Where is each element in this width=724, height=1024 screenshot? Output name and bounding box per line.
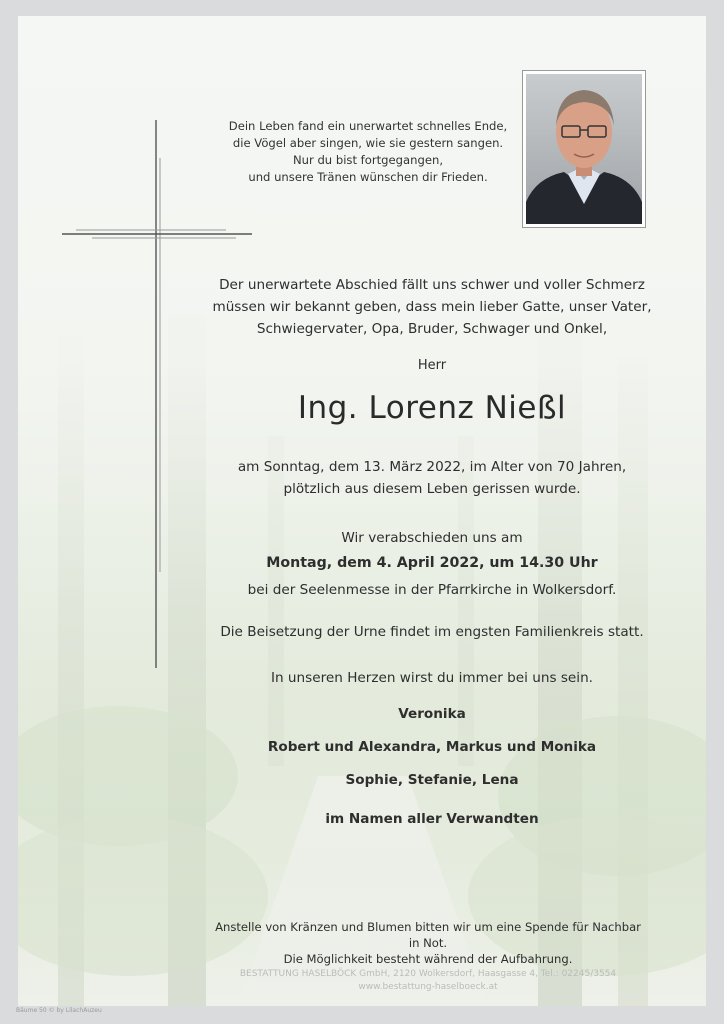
undertaker-website: www.bestattung-haselboeck.at (358, 982, 498, 992)
undertaker-address: BESTATTUNG HASELBÖCK GmbH, 2120 Wolkersdorf, Haasgasse 4, Tel.: 02245/3554 (239, 969, 617, 979)
mourner-name: Robert und Alexandra, Markus und Monika (267, 739, 597, 755)
poem (198, 118, 538, 186)
poem-line: und unsere Tränen wünschen dir Frieden. (248, 170, 488, 184)
salutation: Herr (417, 358, 447, 373)
death-notice (178, 456, 686, 500)
intro-line: müssen wir bekannt geben, dass mein lieber Gatte, unser Vater, (212, 299, 652, 315)
portrait-photo (522, 70, 646, 228)
burial-note: Die Beisetzung der Urne findet im engsten Familienkreis statt. (220, 624, 644, 640)
poem-line: Dein Leben fand ein unerwartet schnelles Ende, (228, 119, 508, 133)
farewell-intro: Wir verabschieden uns am (341, 530, 523, 546)
donation-note (208, 919, 648, 967)
memorial-line: In unseren Herzen wirst du immer bei uns sein. (270, 670, 594, 686)
image-credit: Bäume 50 © by LilachAuzeu (16, 1007, 102, 1014)
mourner-name: Sophie, Stefanie, Lena (345, 772, 519, 788)
poem-line: die Vögel aber singen, wie sie gestern sangen. (232, 136, 504, 150)
mourner-name: Veronika (398, 706, 466, 722)
obituary-sheet (18, 16, 706, 1006)
deceased-name: Ing. Lorenz Nießl (297, 390, 567, 426)
funeral-place: bei der Seelenmesse in der Pfarrkirche in Wolkersdorf. (247, 582, 617, 598)
death-line: am Sonntag, dem 13. März 2022, im Alter von 70 Jahren, (237, 459, 627, 475)
donation-line: Anstelle von Kränzen und Blumen bitten wir um eine Spende für Nachbar in Not. (215, 920, 641, 950)
intro-line: Der unerwartete Abschied fällt uns schwer und voller Schmerz (219, 277, 645, 293)
announcement-intro (178, 274, 686, 340)
portrait-image (526, 74, 642, 224)
death-line: plötzlich aus diesem Leben gerissen wurde. (283, 481, 581, 497)
donation-line: Die Möglichkeit besteht während der Aufbahrung. (283, 952, 573, 966)
intro-line: Schwiegervater, Opa, Bruder, Schwager und Onkel, (256, 321, 608, 337)
mourner-relatives: im Namen aller Verwandten (325, 811, 539, 827)
poem-line: Nur du bist fortgegangen, (292, 153, 444, 167)
funeral-date: Montag, dem 4. April 2022, um 14.30 Uhr (266, 555, 598, 571)
